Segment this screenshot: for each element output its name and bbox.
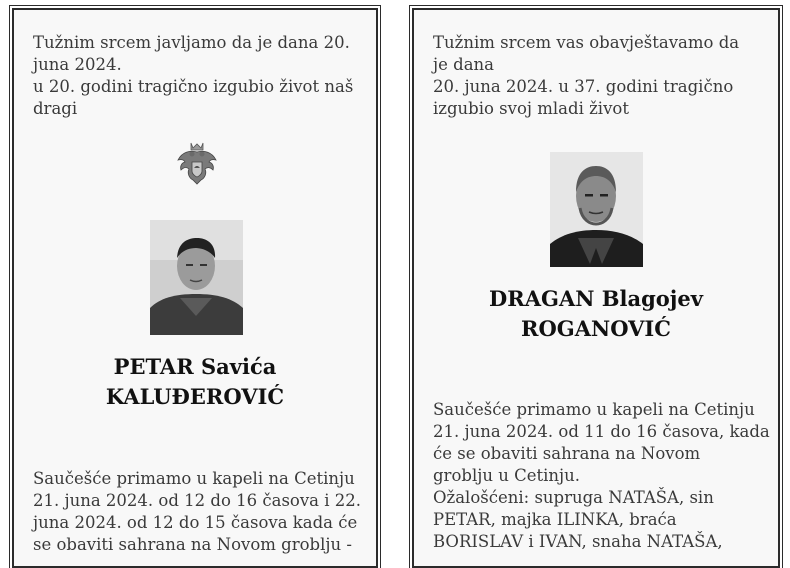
intro-line: Tužnim srcem javljamo da je dana 20. xyxy=(33,33,350,52)
body-line: 21. juna 2024. od 12 do 16 časova i 22. xyxy=(33,491,362,510)
intro-line: Tužnim srcem vas obavještavamo da xyxy=(433,33,740,52)
intro-text xyxy=(33,32,373,120)
intro-line: je dana xyxy=(433,55,494,74)
name-line: ROGANOVIĆ xyxy=(521,316,671,341)
condolence-text xyxy=(33,468,373,556)
deceased-photo xyxy=(550,152,643,267)
deceased-photo xyxy=(150,220,243,335)
body-line: BORISLAV i IVAN, snaha NATAŠA, xyxy=(433,532,723,551)
body-line: Saučešće primamo u kapeli na Cetinju xyxy=(433,400,755,419)
body-line: groblju u Cetinju. xyxy=(433,466,580,485)
name-line: PETAR Savića xyxy=(113,354,277,379)
intro-line: juna 2024. xyxy=(33,55,122,74)
body-line: će se obaviti sahrana na Novom xyxy=(433,444,701,463)
name-line: KALUĐEROVIĆ xyxy=(105,384,285,409)
intro-line: dragi xyxy=(33,99,78,118)
obituary-card-dragan xyxy=(412,8,780,568)
obituary-card-petar xyxy=(12,8,378,568)
body-line: 21. juna 2024. od 11 do 16 časova, kada xyxy=(433,422,770,441)
body-line: Saučešće primamo u kapeli na Cetinju xyxy=(33,469,355,488)
montenegro-coat-of-arms-icon xyxy=(176,140,218,192)
intro-text xyxy=(433,32,773,120)
name-line: DRAGAN Blagojev xyxy=(489,286,703,311)
deceased-name xyxy=(414,284,778,344)
body-line: Ožalošćeni: supruga NATAŠA, sin xyxy=(433,488,714,507)
deceased-name xyxy=(14,352,376,412)
body-line: se obaviti sahrana na Novom groblju - xyxy=(33,535,352,554)
intro-line: u 20. godini tragično izgubio život naš xyxy=(33,77,354,96)
body-line: juna 2024. od 12 do 15 časova kada će xyxy=(33,513,358,532)
condolence-text xyxy=(433,399,778,553)
intro-line: izgubio svoj mladi život xyxy=(433,99,629,118)
body-line: PETAR, majka ILINKA, braća xyxy=(433,510,677,529)
intro-line: 20. juna 2024. u 37. godini tragično xyxy=(433,77,734,96)
